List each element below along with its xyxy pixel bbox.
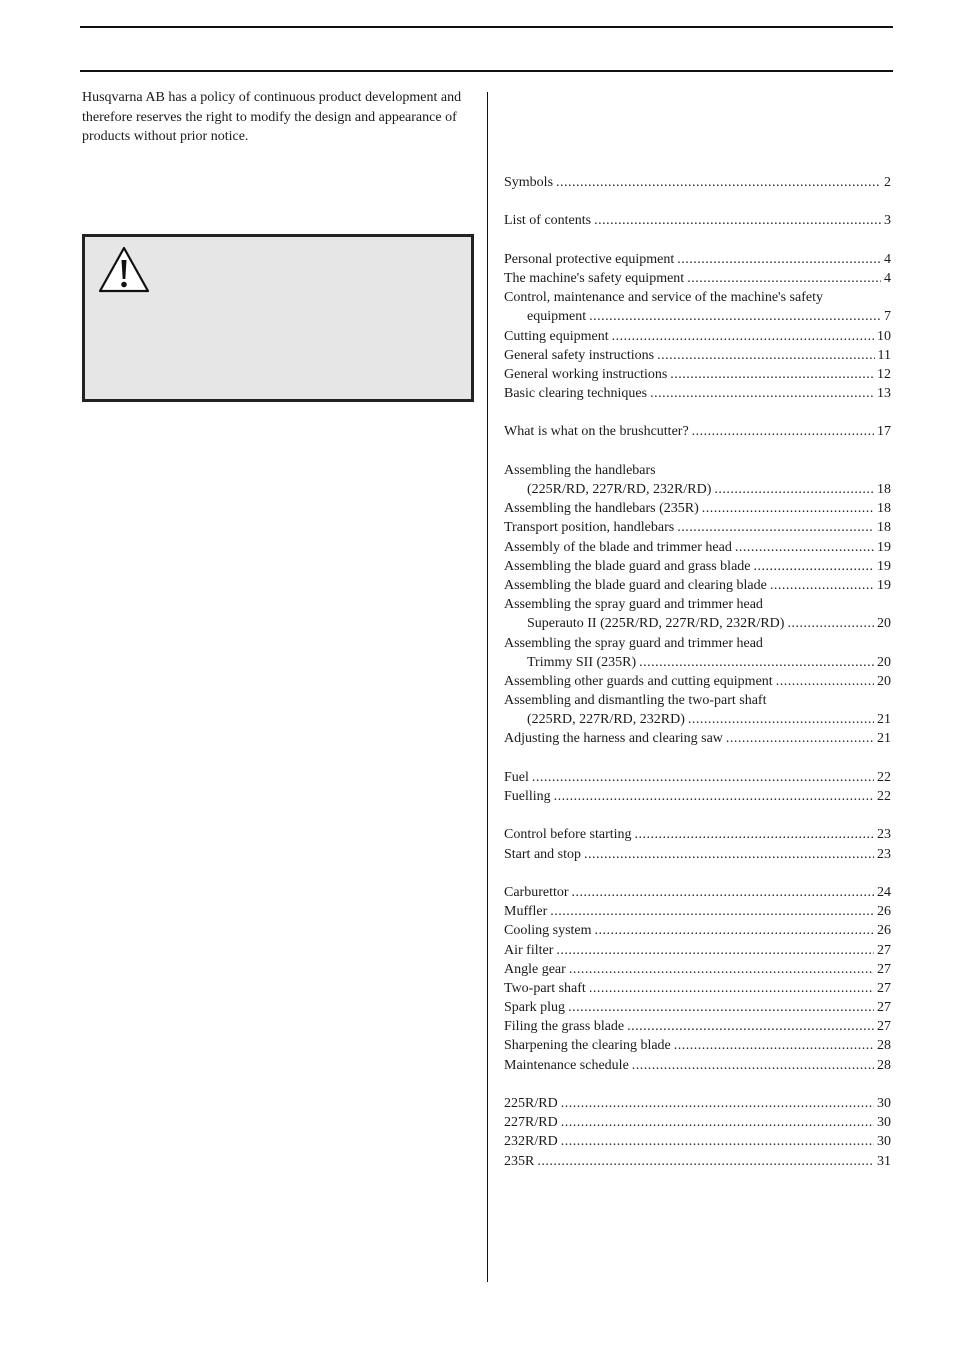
toc-leader-dots [687, 269, 881, 288]
toc-entry-title: (225R/RD, 227R/RD, 232R/RD) [527, 482, 712, 497]
toc-entry [504, 729, 891, 748]
toc-entry-page: 28 [877, 1038, 891, 1054]
toc-leader-dots [572, 883, 874, 902]
toc-entry [504, 288, 891, 307]
toc-entry [504, 1094, 891, 1113]
toc-entry-title: Assembling the spray guard and trimmer head [504, 597, 763, 613]
toc-entry-page: 12 [877, 366, 891, 382]
column-divider [487, 92, 488, 1282]
toc-entry-page: 21 [877, 731, 891, 747]
toc-entry-page: 4 [884, 251, 891, 267]
toc-entry-page: 19 [877, 577, 891, 593]
toc-entry [504, 576, 891, 595]
toc-entry-page: 19 [877, 558, 891, 574]
toc-entry [504, 787, 891, 806]
toc-leader-dots [692, 422, 874, 441]
toc-leader-dots [569, 960, 874, 979]
toc-entry-page: 4 [884, 270, 891, 286]
toc-entry [504, 691, 891, 710]
toc-entry-page: 30 [877, 1115, 891, 1131]
toc-entry-page: 18 [877, 482, 891, 497]
toc-entry-title: 235R [504, 1153, 535, 1169]
toc-leader-dots [735, 538, 874, 557]
table-of-contents [504, 173, 891, 1190]
toc-entry-title: (225RD, 227R/RD, 232RD) [527, 712, 685, 728]
toc-leader-dots [568, 998, 874, 1017]
toc-entry-title: Assembling the handlebars [504, 462, 656, 478]
toc-entry-title: Fuel [504, 769, 529, 785]
toc-entry-page: 27 [877, 980, 891, 996]
toc-group [504, 883, 891, 1075]
toc-entry-title: Muffler [504, 904, 548, 920]
toc-entry-page: 27 [877, 961, 891, 977]
toc-entry [504, 979, 891, 998]
toc-entry-title: 227R/RD [504, 1115, 558, 1131]
toc-leader-dots [677, 250, 881, 269]
toc-leader-dots [635, 825, 874, 844]
toc-group [504, 461, 891, 749]
toc-entry [504, 346, 891, 365]
toc-entry-page: 20 [877, 654, 891, 670]
toc-group [504, 250, 891, 404]
toc-leader-dots [556, 941, 874, 960]
toc-entry-title: Assembling the handlebars (235R) [504, 501, 699, 517]
warning-triangle-icon [97, 245, 151, 295]
toc-group [504, 422, 891, 441]
toc-entry [504, 998, 891, 1017]
toc-entry-title: Assembling the blade guard and clearing blade [504, 577, 767, 593]
toc-entry-page: 28 [877, 1057, 891, 1073]
toc-leader-dots [589, 307, 881, 326]
toc-entry-title: Start and stop [504, 846, 581, 862]
toc-leader-dots [532, 768, 874, 787]
toc-entry-title: Symbols [504, 175, 554, 190]
toc-entry [504, 1056, 891, 1075]
toc-entry-title: Assembling the spray guard and trimmer head [504, 635, 763, 651]
toc-entry-title: General working instructions [504, 366, 668, 382]
toc-entry-title: Superauto II (225R/RD, 227R/RD, 232R/RD) [527, 616, 785, 632]
toc-entry-title: Air filter [504, 942, 554, 958]
toc-entry-title: Assembling the blade guard and grass blade [504, 558, 751, 574]
product-policy-notice: Husqvarna AB has a policy of continuous product development and therefore reserves the right to modify the design and appearance of products without prior notice. [82, 90, 462, 144]
toc-leader-dots [537, 1152, 874, 1171]
top-rule [80, 26, 893, 28]
toc-leader-dots [670, 365, 874, 384]
toc-leader-dots [754, 557, 875, 576]
toc-entry [504, 1132, 891, 1151]
toc-leader-dots [770, 576, 874, 595]
toc-leader-dots [550, 902, 874, 921]
toc-entry [504, 1036, 891, 1055]
toc-entry-page: 2 [884, 175, 891, 190]
toc-entry-title: Basic clearing techniques [504, 386, 648, 402]
toc-entry-title: Cutting equipment [504, 328, 609, 344]
toc-leader-dots [677, 518, 874, 537]
toc-entry-title: Transport position, handlebars [504, 520, 675, 536]
toc-entry-page: 13 [877, 386, 891, 402]
toc-entry-page: 3 [884, 213, 891, 229]
toc-entry [504, 941, 891, 960]
toc-leader-dots [702, 499, 874, 518]
toc-entry-title: 232R/RD [504, 1134, 558, 1150]
toc-entry-page: 11 [877, 347, 891, 363]
toc-group [504, 1094, 891, 1171]
toc-entry-title: Sharpening the clearing blade [504, 1038, 671, 1054]
toc-leader-dots [561, 1132, 874, 1151]
toc-entry-page: 19 [877, 539, 891, 555]
toc-group [504, 825, 891, 863]
toc-leader-dots [639, 653, 874, 672]
toc-entry-title: Personal protective equipment [504, 251, 675, 267]
toc-entry-page: 31 [877, 1153, 891, 1169]
toc-entry [504, 422, 891, 441]
toc-entry-title: Spark plug [504, 1000, 566, 1016]
toc-leader-dots [632, 1056, 874, 1075]
toc-entry [504, 480, 891, 499]
toc-entry [504, 710, 891, 729]
toc-entry-title: Fuelling [504, 789, 551, 804]
toc-leader-dots [726, 729, 874, 748]
toc-entry [504, 921, 891, 940]
toc-entry-page: 23 [877, 827, 891, 843]
toc-leader-dots [556, 173, 881, 192]
toc-leader-dots [554, 787, 874, 806]
toc-leader-dots [657, 346, 874, 365]
warning-box [82, 234, 474, 402]
toc-entry [504, 518, 891, 537]
toc-entry [504, 384, 891, 403]
toc-entry-page: 24 [877, 884, 891, 900]
toc-entry [504, 173, 891, 192]
toc-leader-dots [776, 672, 874, 691]
toc-entry-title: 225R/RD [504, 1096, 558, 1111]
toc-entry [504, 499, 891, 518]
toc-leader-dots [594, 211, 881, 230]
toc-entry [504, 845, 891, 864]
toc-entry-title: Trimmy SII (235R) [527, 654, 637, 670]
toc-entry-page: 30 [877, 1096, 891, 1111]
toc-entry [504, 461, 891, 480]
toc-entry [504, 614, 891, 633]
toc-entry [504, 825, 891, 844]
toc-entry-page: 17 [877, 424, 891, 440]
toc-leader-dots [714, 480, 874, 499]
toc-leader-dots [688, 710, 874, 729]
toc-entry-page: 20 [877, 616, 891, 632]
toc-entry [504, 327, 891, 346]
toc-entry [504, 653, 891, 672]
toc-entry-page: 7 [884, 309, 891, 325]
toc-entry-page: 22 [877, 769, 891, 785]
toc-entry-title: Assembling other guards and cutting equipment [504, 673, 773, 689]
toc-entry [504, 538, 891, 557]
header-rule [80, 70, 893, 72]
toc-group [504, 211, 891, 230]
toc-entry [504, 1113, 891, 1132]
toc-leader-dots [561, 1113, 874, 1132]
toc-entry-page: 27 [877, 1019, 891, 1035]
toc-entry-page: 23 [877, 846, 891, 862]
toc-leader-dots [612, 327, 874, 346]
toc-entry-title: Assembly of the blade and trimmer head [504, 539, 732, 555]
toc-entry-title: Filing the grass blade [504, 1019, 625, 1035]
toc-entry-title: Carburettor [504, 884, 569, 900]
toc-entry-title: List of contents [504, 213, 592, 229]
toc-entry [504, 307, 891, 326]
toc-entry [504, 595, 891, 614]
toc-entry-title: Angle gear [504, 961, 566, 977]
toc-entry-title: Cooling system [504, 923, 592, 939]
toc-entry [504, 365, 891, 384]
toc-entry-page: 10 [877, 328, 891, 344]
toc-group [504, 173, 891, 192]
toc-entry [504, 634, 891, 653]
toc-entry-title: Control, maintenance and service of the machine's safety [504, 290, 823, 306]
toc-entry-page: 18 [877, 501, 891, 517]
toc-entry [504, 1152, 891, 1171]
toc-leader-dots [595, 921, 874, 940]
toc-leader-dots [584, 845, 874, 864]
toc-entry-title: Assembling and dismantling the two-part shaft [504, 693, 767, 709]
toc-entry-page: 27 [877, 942, 891, 958]
toc-entry [504, 768, 891, 787]
toc-leader-dots [787, 614, 874, 633]
toc-entry-title: General safety instructions [504, 347, 655, 363]
toc-leader-dots [650, 384, 874, 403]
toc-group [504, 768, 891, 806]
toc-entry [504, 883, 891, 902]
toc-leader-dots [561, 1094, 874, 1113]
toc-entry-page: 27 [877, 1000, 891, 1016]
toc-entry-page: 26 [877, 923, 891, 939]
toc-entry-page: 21 [877, 712, 891, 728]
toc-entry [504, 557, 891, 576]
toc-entry-page: 22 [877, 789, 891, 804]
toc-entry [504, 269, 891, 288]
toc-entry-page: 18 [877, 520, 891, 536]
toc-entry [504, 1017, 891, 1036]
toc-entry [504, 250, 891, 269]
toc-leader-dots [674, 1036, 874, 1055]
toc-entry [504, 672, 891, 691]
toc-entry-title: Maintenance schedule [504, 1057, 629, 1073]
toc-entry-title: What is what on the brushcutter? [504, 424, 689, 440]
toc-entry [504, 211, 891, 230]
toc-entry-title: Control before starting [504, 827, 632, 843]
toc-entry-page: 26 [877, 904, 891, 920]
toc-entry-title: Two-part shaft [504, 980, 586, 996]
toc-entry [504, 960, 891, 979]
toc-leader-dots [627, 1017, 874, 1036]
toc-entry-title: equipment [527, 309, 587, 325]
toc-entry [504, 902, 891, 921]
toc-entry-title: Adjusting the harness and clearing saw [504, 731, 723, 747]
toc-entry-page: 30 [877, 1134, 891, 1150]
toc-entry-page: 20 [877, 673, 891, 689]
toc-leader-dots [589, 979, 874, 998]
toc-entry-title: The machine's safety equipment [504, 270, 685, 286]
